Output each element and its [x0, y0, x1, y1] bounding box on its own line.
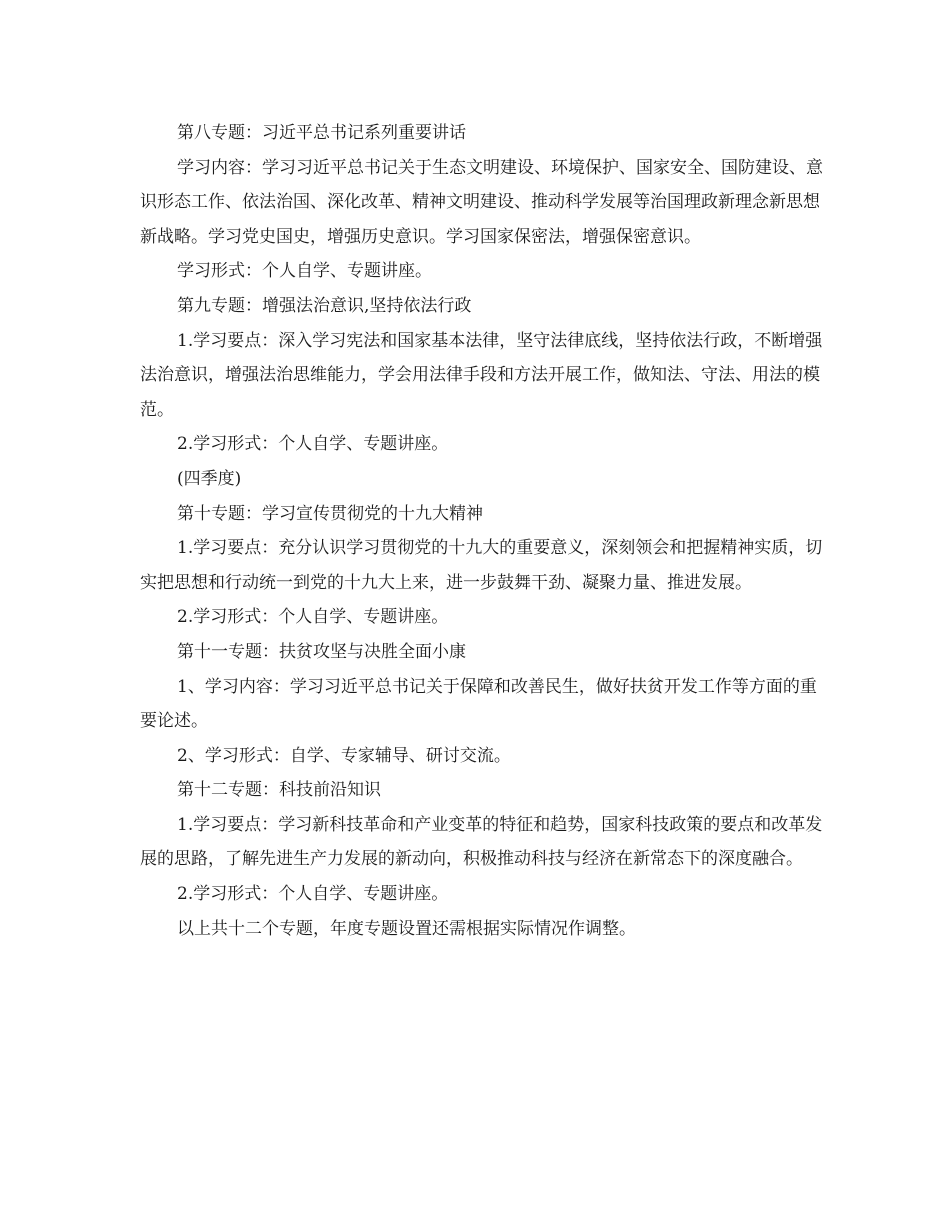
section-heading-9: 第九专题：增强法治意识,坚持依法行政 — [177, 295, 472, 316]
section-10-format: 2.学习形式：个人自学、专题讲座。 — [177, 607, 449, 628]
section-9-format: 2.学习形式：个人自学、专题讲座。 — [177, 434, 449, 455]
section-8-format: 学习形式：个人自学、专题讲座。 — [177, 261, 432, 282]
document-body — [140, 116, 830, 946]
section-11-format: 2、学习形式：自学、专家辅导、研讨交流。 — [177, 745, 511, 766]
section-8-content: 学习内容：学习习近平总书记关于生态文明建设、环境保护、国家安全、国防建设、意识形态工作、依法治国、深化改革、精神文明建设、推动科学发展等治国理政新理念新思想新战略。学习党史国史，增强历史意识。学习国家保密法，增强保密意识。 — [140, 157, 823, 247]
section-12-key-points: 1.学习要点：学习新科技革命和产业变革的特征和趋势，国家科技政策的要点和改革发展的思路，了解先进生产力发展的新动向，积极推动科技与经济在新常态下的深度融合。 — [140, 814, 823, 870]
quarter-label: (四季度) — [177, 468, 242, 489]
section-heading-10: 第十专题：学习宣传贯彻党的十九大精神 — [177, 503, 483, 524]
section-heading-11: 第十一专题：扶贫攻坚与决胜全面小康 — [177, 641, 466, 662]
closing-note: 以上共十二个专题，年度专题设置还需根据实际情况作调整。 — [177, 918, 636, 939]
section-heading-8: 第八专题：习近平总书记系列重要讲话 — [177, 123, 466, 143]
section-11-content: 1、学习内容：学习习近平总书记关于保障和改善民生，做好扶贫开发工作等方面的重要论述。 — [140, 676, 817, 732]
section-10-key-points: 1.学习要点：充分认识学习贯彻党的十九大的重要意义，深刻领会和把握精神实质，切实把思想和行动统一到党的十九大上来，进一步鼓舞干劲、凝聚力量、推进发展。 — [140, 538, 823, 593]
section-heading-12: 第十二专题：科技前沿知识 — [177, 780, 381, 801]
section-9-key-points: 1.学习要点：深入学习宪法和国家基本法律，坚守法律底线，坚持依法行政，不断增强法治意识，增强法治思维能力，学会用法律手段和方法开展工作，做知法、守法、用法的模范。 — [140, 330, 823, 420]
section-12-format: 2.学习形式：个人自学、专题讲座。 — [177, 884, 449, 905]
